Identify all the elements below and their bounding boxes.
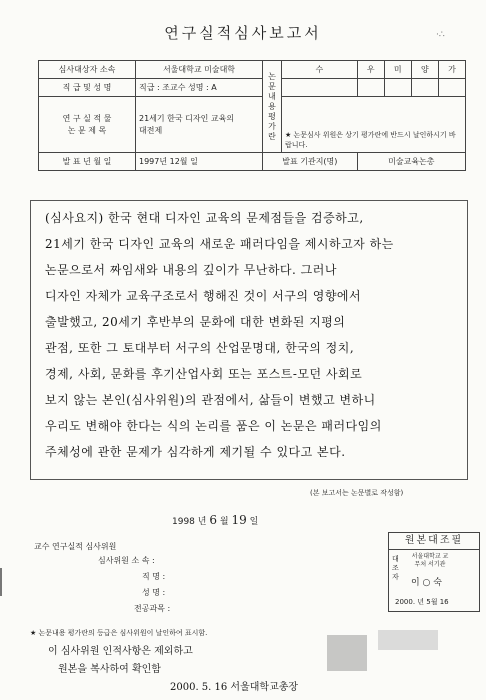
handwritten-footer-line: 2000. 5. 16 서울대학교총장 — [170, 682, 299, 693]
date-year-unit: 년 — [197, 517, 207, 527]
original-col-label: 대조자 — [392, 555, 399, 581]
published-value: 1997년 12월 일 — [136, 153, 263, 171]
publisher-value: 미술교육논총 — [357, 153, 465, 171]
committee-header: 교수 연구실적 심사위원 — [34, 542, 117, 551]
grade-2: 우 — [357, 61, 384, 79]
review-line: 우리도 변해야 한다는 식의 논리를 품은 이 논문은 패러다임의 — [45, 419, 382, 433]
grade-1: 수 — [282, 61, 358, 79]
original-date: 2000. 년 5월 16 — [395, 598, 449, 606]
review-line: 21세기 한국 디자인 교육의 새로운 패러다임을 제시하고자 하는 — [45, 237, 394, 251]
committee-name-label: 성 명 : — [142, 588, 166, 597]
affiliation-value: 서울대학교 미술대학 — [136, 61, 263, 79]
review-line: 디자인 자체가 교육구조로서 행해진 것이 서구의 영향에서 — [45, 289, 362, 303]
review-summary-box — [30, 200, 468, 480]
date-month: 6 — [209, 513, 217, 527]
review-line: 논문으로서 짜임새와 내용의 깊이가 무난하다. 그러나 — [45, 263, 337, 277]
date-day: 19 — [231, 513, 247, 527]
committee-affiliation-label: 심사위원 소 속 : — [98, 556, 155, 565]
original-header: 원본대조필 — [389, 533, 479, 550]
report-date — [172, 513, 258, 527]
date-year: 1998 — [172, 517, 195, 527]
original-office: 서울대학교 교무처 서기관 — [411, 553, 449, 568]
review-line: 보지 않는 본인(심사위원)의 관점에서, 삶들이 변했고 변하니 — [45, 393, 376, 407]
handwritten-footer-line: 원본을 복사하여 확인함 — [58, 664, 161, 675]
margin-mark — [0, 568, 16, 596]
review-line: 관점, 또한 그 토대부터 서구의 산업문명대, 한국의 정치, — [45, 341, 355, 355]
rank-name-value: 직급 : 조교수 성명 : A — [136, 79, 263, 97]
original-verification-stamp — [388, 532, 480, 612]
paper-title-value: 21세기 한국 디자인 교육의 대전제 — [136, 97, 263, 153]
original-name: 이 ○ 숙 — [411, 578, 442, 588]
report-footnote: (본 보고서는 논문별로 작성함) — [310, 489, 404, 497]
grade-5: 가 — [438, 61, 465, 79]
official-seal — [327, 635, 367, 671]
review-line: 주체성에 관한 문제가 심각하게 제기될 수 있다고 본다. — [45, 445, 346, 459]
rank-name-label: 직 급 및 성 명 — [39, 79, 136, 97]
handwritten-footer-line: 이 심사위원 인적사항은 제외하고 — [48, 646, 193, 657]
committee-major-label: 전공과목 : — [134, 604, 171, 613]
date-month-unit: 월 — [219, 517, 229, 527]
paper-title-label: 연 구 실 적 물 논 문 제 목 — [39, 97, 136, 153]
info-table — [38, 60, 466, 171]
scan-smudge — [378, 630, 438, 650]
published-label: 발 표 년 월 일 — [39, 153, 136, 171]
grade-4: 양 — [411, 61, 438, 79]
document-title: 연구실적심사보고서 — [164, 24, 322, 42]
committee-position-label: 직 명 : — [142, 572, 166, 581]
eval-label: 논문내용평가란 — [263, 61, 282, 153]
date-day-unit: 일 — [249, 517, 259, 527]
eval-note: ★ 논문심사 위원은 상기 평가란에 반드시 날인하시기 바랍니다. — [282, 97, 466, 153]
review-line: 경제, 사회, 문화를 후기산업사회 또는 포스트-모던 사회로 — [45, 367, 363, 381]
grade-3: 미 — [384, 61, 411, 79]
review-line: 출발했고, 20세기 후반부의 문화에 대한 변화된 지평의 — [45, 315, 346, 329]
publisher-label: 발표 기관지(명) — [263, 153, 358, 171]
review-line: (심사요지) 한국 현대 디자인 교육의 문제점들을 검증하고, — [45, 211, 364, 225]
affiliation-label: 심사대상자 소속 — [39, 61, 136, 79]
corner-mark: ·∴ — [436, 30, 445, 40]
grade-remark: ★ 논문내용 평가란의 등급은 심사위원이 날인하여 표시함. — [30, 629, 208, 637]
